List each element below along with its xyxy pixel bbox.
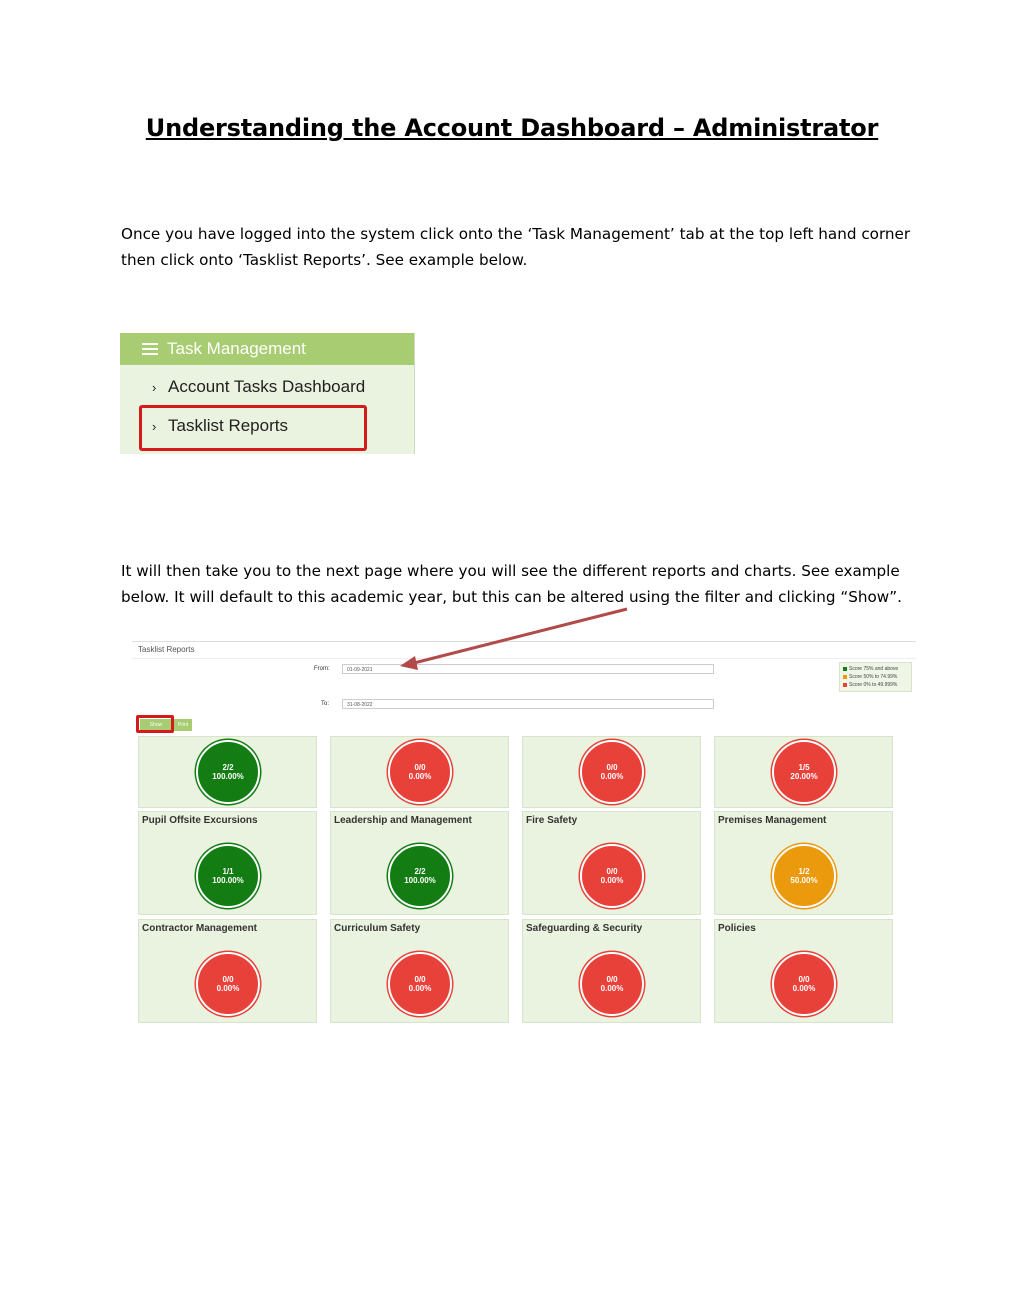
score-ratio: 0/0 bbox=[414, 975, 426, 984]
score-percent: 0.00% bbox=[792, 984, 816, 993]
score-circle bbox=[388, 844, 452, 908]
report-tile-label: Curriculum Safety bbox=[334, 923, 421, 934]
score-percent: 50.00% bbox=[790, 876, 818, 885]
report-tile[interactable] bbox=[330, 919, 509, 1023]
highlight-box bbox=[139, 405, 367, 451]
score-circle bbox=[580, 844, 644, 908]
score-circle bbox=[772, 740, 836, 804]
report-tile[interactable] bbox=[138, 736, 317, 808]
legend-item bbox=[843, 665, 908, 673]
score-ratio: 0/0 bbox=[606, 763, 618, 772]
legend-item bbox=[843, 681, 908, 689]
to-date-input[interactable]: 31-08-2022 bbox=[342, 699, 714, 709]
score-ratio: 2/2 bbox=[222, 763, 234, 772]
chevron-right-icon: › bbox=[152, 419, 157, 434]
score-percent: 20.00% bbox=[790, 772, 818, 781]
score-circle bbox=[196, 740, 260, 804]
task-management-tab[interactable] bbox=[120, 333, 414, 365]
score-ratio: 1/2 bbox=[798, 867, 810, 876]
legend-label: Score 75% and above bbox=[849, 666, 899, 672]
legend-item bbox=[843, 673, 908, 681]
score-percent: 0.00% bbox=[408, 772, 432, 781]
report-tile-label: Pupil Offsite Excursions bbox=[142, 815, 258, 826]
score-percent: 0.00% bbox=[600, 984, 624, 993]
score-legend bbox=[839, 662, 912, 692]
score-ratio: 0/0 bbox=[606, 975, 618, 984]
score-percent: 100.00% bbox=[212, 772, 244, 781]
score-percent: 0.00% bbox=[216, 984, 240, 993]
chevron-right-icon: › bbox=[152, 380, 157, 395]
score-ratio: 0/0 bbox=[798, 975, 810, 984]
report-tile[interactable] bbox=[138, 811, 317, 915]
report-tile[interactable] bbox=[714, 919, 893, 1023]
menu-item-label: Tasklist Reports bbox=[168, 416, 288, 435]
score-circle bbox=[196, 844, 260, 908]
legend-swatch bbox=[843, 675, 847, 679]
score-ratio: 1/1 bbox=[222, 867, 234, 876]
score-percent: 100.00% bbox=[404, 876, 436, 885]
report-tile-label: Contractor Management bbox=[142, 923, 258, 934]
instruction-paragraph-1: Once you have logged into the system click onto the ‘Task Management’ tab at the top left hand corner then click onto ‘Tasklist Reports’. See example below. bbox=[121, 225, 911, 269]
score-ratio: 0/0 bbox=[606, 867, 618, 876]
report-tile[interactable] bbox=[522, 811, 701, 915]
score-ratio: 1/5 bbox=[798, 763, 810, 772]
score-ratio: 2/2 bbox=[414, 867, 426, 876]
score-circle bbox=[388, 952, 452, 1016]
score-circle bbox=[772, 844, 836, 908]
show-button[interactable]: Show bbox=[140, 719, 172, 731]
task-management-menu-screenshot bbox=[120, 333, 415, 454]
from-date-input[interactable]: 01-09-2021 bbox=[342, 664, 714, 674]
report-tile-label: Policies bbox=[718, 923, 756, 934]
reports-page-title: Tasklist Reports bbox=[138, 645, 195, 654]
report-tile[interactable] bbox=[330, 736, 509, 808]
report-tile-label: Safeguarding & Security bbox=[526, 923, 643, 934]
score-percent: 0.00% bbox=[600, 876, 624, 885]
report-tile[interactable] bbox=[714, 811, 893, 915]
score-ratio: 0/0 bbox=[222, 975, 234, 984]
menu-item-account-tasks-dashboard[interactable] bbox=[152, 377, 365, 397]
instruction-paragraph-2: It will then take you to the next page where you will see the different reports and charts. See example below. It will default to this academic year, but this can be altered using the filter and clicking “Show”. bbox=[121, 562, 902, 606]
task-management-label: Task Management bbox=[167, 339, 306, 358]
score-ratio: 0/0 bbox=[414, 763, 426, 772]
report-tile-label: Premises Management bbox=[718, 815, 827, 826]
divider bbox=[132, 641, 916, 642]
score-circle bbox=[388, 740, 452, 804]
to-label: To: bbox=[321, 701, 330, 707]
divider bbox=[132, 658, 916, 659]
report-tile-label: Fire Safety bbox=[526, 815, 578, 826]
legend-label: Score 50% to 74.99% bbox=[849, 674, 898, 680]
list-icon bbox=[142, 343, 158, 355]
legend-swatch bbox=[843, 667, 847, 671]
menu-item-label: Account Tasks Dashboard bbox=[168, 377, 366, 396]
highlight-box bbox=[136, 715, 174, 733]
report-tile[interactable] bbox=[522, 736, 701, 808]
report-tile[interactable] bbox=[714, 736, 893, 808]
print-button[interactable]: Print bbox=[174, 719, 192, 731]
score-circle bbox=[196, 952, 260, 1016]
score-circle bbox=[580, 740, 644, 804]
report-tile[interactable] bbox=[330, 811, 509, 915]
score-circle bbox=[580, 952, 644, 1016]
legend-label: Score 0% to 49.999% bbox=[849, 682, 898, 688]
report-tile-label: Leadership and Management bbox=[334, 815, 472, 826]
score-percent: 0.00% bbox=[600, 772, 624, 781]
report-tile[interactable] bbox=[138, 919, 317, 1023]
tasklist-reports-screenshot bbox=[132, 638, 916, 1026]
legend-swatch bbox=[843, 683, 847, 687]
report-tile[interactable] bbox=[522, 919, 701, 1023]
document-title: Understanding the Account Dashboard – Administrator bbox=[145, 114, 879, 142]
from-label: From: bbox=[314, 666, 330, 672]
score-circle bbox=[772, 952, 836, 1016]
score-percent: 0.00% bbox=[408, 984, 432, 993]
score-percent: 100.00% bbox=[212, 876, 244, 885]
